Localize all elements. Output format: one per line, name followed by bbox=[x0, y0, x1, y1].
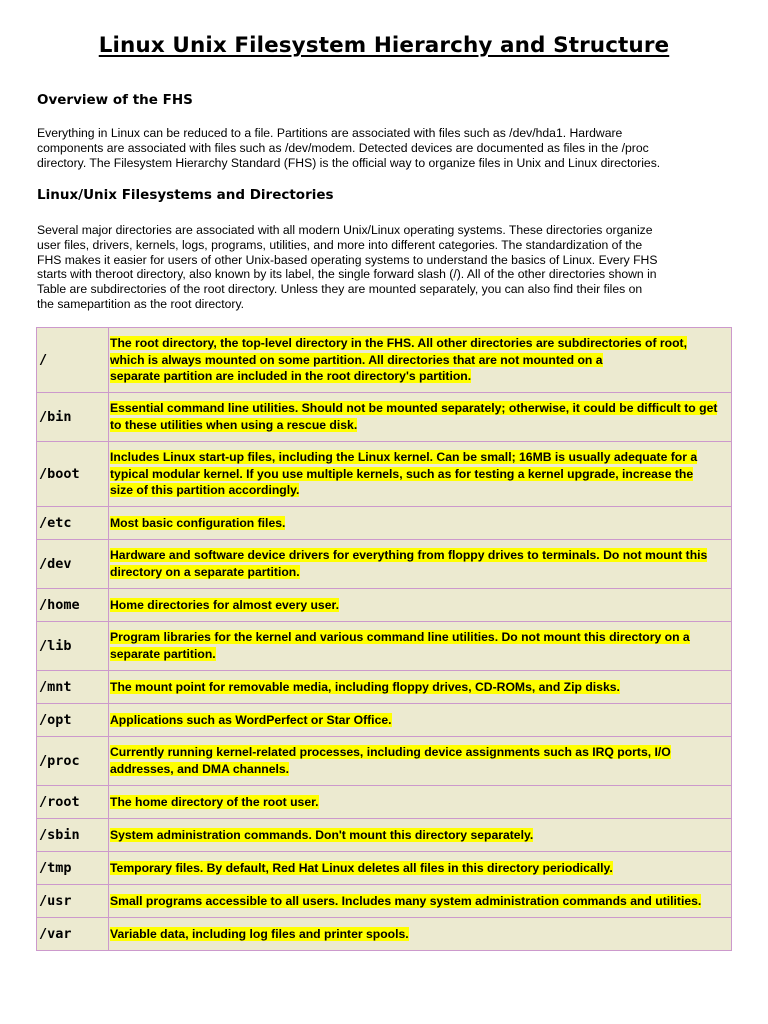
highlighted-text: separate partition are included in the root directory's partition. bbox=[110, 369, 472, 384]
highlighted-text: Currently running kernel-related processes, including device assignments such as IRQ ports, I/O bbox=[110, 745, 671, 760]
description-line bbox=[110, 712, 729, 729]
directory-description bbox=[109, 885, 732, 918]
fhs-directory-table bbox=[36, 327, 732, 951]
directory-description bbox=[109, 704, 732, 737]
directory-description bbox=[109, 540, 732, 589]
highlighted-text: size of this partition accordingly. bbox=[110, 483, 300, 498]
directory-description bbox=[109, 622, 732, 671]
directory-description bbox=[109, 671, 732, 704]
table-row bbox=[37, 442, 732, 507]
table-row bbox=[37, 622, 732, 671]
table-row bbox=[37, 786, 732, 819]
paragraph-line: starts with theroot directory, also known by its label, the single forward slash (/). All of the other directories shown in bbox=[37, 267, 657, 282]
directory-description bbox=[109, 507, 732, 540]
table-row bbox=[37, 885, 732, 918]
highlighted-text: Hardware and software device drivers for everything from floppy drives to terminals. Do not mount this bbox=[110, 548, 708, 563]
directory-description bbox=[109, 737, 732, 786]
highlighted-text: The home directory of the root user. bbox=[110, 794, 319, 809]
description-line bbox=[110, 466, 729, 483]
table-row bbox=[37, 918, 732, 951]
highlighted-text: Most basic configuration files. bbox=[110, 515, 286, 530]
description-line bbox=[110, 515, 729, 532]
directories-heading: Linux/Unix Filesystems and Directories bbox=[37, 187, 334, 203]
directory-name: /root bbox=[37, 786, 109, 819]
highlighted-text: addresses, and DMA channels. bbox=[110, 762, 290, 776]
directory-name: /etc bbox=[37, 507, 109, 540]
paragraph-line: user files, drivers, kernels, logs, programs, utilities, and more into different categories. The standardization of the bbox=[37, 237, 643, 252]
table-row bbox=[37, 393, 732, 442]
highlighted-text: Includes Linux start-up files, including the Linux kernel. Can be small; 16MB is usually adequate for a bbox=[110, 449, 698, 464]
fhs-table-body bbox=[37, 328, 732, 951]
directory-name: /lib bbox=[37, 622, 109, 671]
description-line bbox=[110, 400, 729, 417]
description-line bbox=[110, 449, 729, 466]
highlighted-text: to these utilities when using a rescue disk. bbox=[110, 418, 358, 432]
highlighted-text: Essential command line utilities. Should not be mounted separately; otherwise, it could be difficult to get bbox=[110, 401, 718, 416]
description-line bbox=[110, 335, 729, 352]
description-line bbox=[110, 744, 729, 761]
highlighted-text: Home directories for almost every user. bbox=[110, 597, 339, 612]
directory-name: /opt bbox=[37, 704, 109, 737]
highlighted-text: separate partition. bbox=[110, 647, 216, 661]
description-line bbox=[110, 547, 729, 564]
table-row bbox=[37, 737, 732, 786]
description-line bbox=[110, 564, 729, 581]
highlighted-text: The root directory, the top-level directory in the FHS. All other directories are subdirectories of root, bbox=[110, 335, 687, 350]
directory-name: /tmp bbox=[37, 852, 109, 885]
highlighted-text: Small programs accessible to all users. Includes many system administration commands and utilities. bbox=[110, 893, 702, 908]
directory-name: /boot bbox=[37, 442, 109, 507]
directories-paragraph bbox=[37, 223, 737, 312]
directory-name: /bin bbox=[37, 393, 109, 442]
directory-name: / bbox=[37, 328, 109, 393]
paragraph-line: the samepartition as the root directory. bbox=[37, 296, 245, 311]
description-line bbox=[110, 646, 729, 663]
table-row bbox=[37, 540, 732, 589]
table-row bbox=[37, 507, 732, 540]
directory-name: /home bbox=[37, 589, 109, 622]
directory-description bbox=[109, 819, 732, 852]
table-row bbox=[37, 852, 732, 885]
highlighted-text: Variable data, including log files and printer spools. bbox=[110, 926, 409, 941]
directory-name: /mnt bbox=[37, 671, 109, 704]
paragraph-line: components are associated with files such as /dev/modem. Detected devices are documented as files in the /proc bbox=[37, 140, 649, 155]
description-line bbox=[110, 860, 729, 877]
overview-heading: Overview of the FHS bbox=[37, 92, 193, 108]
paragraph-line: FHS makes it easier for users of other Unix-based operating systems to understand the basics of Linux. Every FHS bbox=[37, 252, 658, 267]
page-title: Linux Unix Filesystem Hierarchy and Structure bbox=[98, 33, 670, 58]
paragraph-line: Everything in Linux can be reduced to a file. Partitions are associated with files such as /dev/hda1. Hardware bbox=[37, 126, 623, 140]
description-line bbox=[110, 893, 729, 910]
directory-name: /usr bbox=[37, 885, 109, 918]
table-row bbox=[37, 328, 732, 393]
description-line bbox=[110, 629, 729, 646]
directory-name: /var bbox=[37, 918, 109, 951]
highlighted-text: typical modular kernel. If you use multiple kernels, such as for testing a kernel upgrade, increase the bbox=[110, 466, 694, 481]
highlighted-text: System administration commands. Don't mount this directory separately. bbox=[110, 827, 534, 842]
description-line bbox=[110, 597, 729, 614]
paragraph-line: directory. The Filesystem Hierarchy Standard (FHS) is the official way to organize files in Unix and Linux directories. bbox=[37, 155, 661, 170]
paragraph-line: Table are subdirectories of the root directory. Unless they are mounted separately, you can also find their files on bbox=[37, 282, 643, 297]
highlighted-text: Temporary files. By default, Red Hat Linux deletes all files in this directory periodically. bbox=[110, 860, 613, 875]
description-line bbox=[110, 368, 729, 385]
description-line bbox=[110, 679, 729, 696]
highlighted-text: which is always mounted on some partition. All directories that are not mounted on a bbox=[110, 352, 603, 367]
highlighted-text: Applications such as WordPerfect or Star Office. bbox=[110, 712, 392, 727]
directory-description bbox=[109, 589, 732, 622]
description-line bbox=[110, 761, 729, 778]
directory-description bbox=[109, 442, 732, 507]
directory-description bbox=[109, 918, 732, 951]
table-row bbox=[37, 819, 732, 852]
description-line bbox=[110, 482, 729, 499]
directory-name: /sbin bbox=[37, 819, 109, 852]
directory-description bbox=[109, 393, 732, 442]
overview-paragraph bbox=[37, 126, 737, 170]
directory-name: /dev bbox=[37, 540, 109, 589]
table-row bbox=[37, 704, 732, 737]
paragraph-line: Several major directories are associated with all modern Unix/Linux operating systems. These directories organize bbox=[37, 223, 653, 237]
highlighted-text: The mount point for removable media, including floppy drives, CD-ROMs, and Zip disks. bbox=[110, 679, 620, 694]
description-line bbox=[110, 417, 729, 434]
table-row bbox=[37, 589, 732, 622]
description-line bbox=[110, 827, 729, 844]
directory-description bbox=[109, 786, 732, 819]
highlighted-text: directory on a separate partition. bbox=[110, 565, 300, 579]
directory-description bbox=[109, 852, 732, 885]
description-line bbox=[110, 352, 729, 369]
description-line bbox=[110, 794, 729, 811]
highlighted-text: Program libraries for the kernel and various command line utilities. Do not mount this directory on a bbox=[110, 630, 690, 645]
description-line bbox=[110, 926, 729, 943]
directory-description bbox=[109, 328, 732, 393]
table-row bbox=[37, 671, 732, 704]
directory-name: /proc bbox=[37, 737, 109, 786]
